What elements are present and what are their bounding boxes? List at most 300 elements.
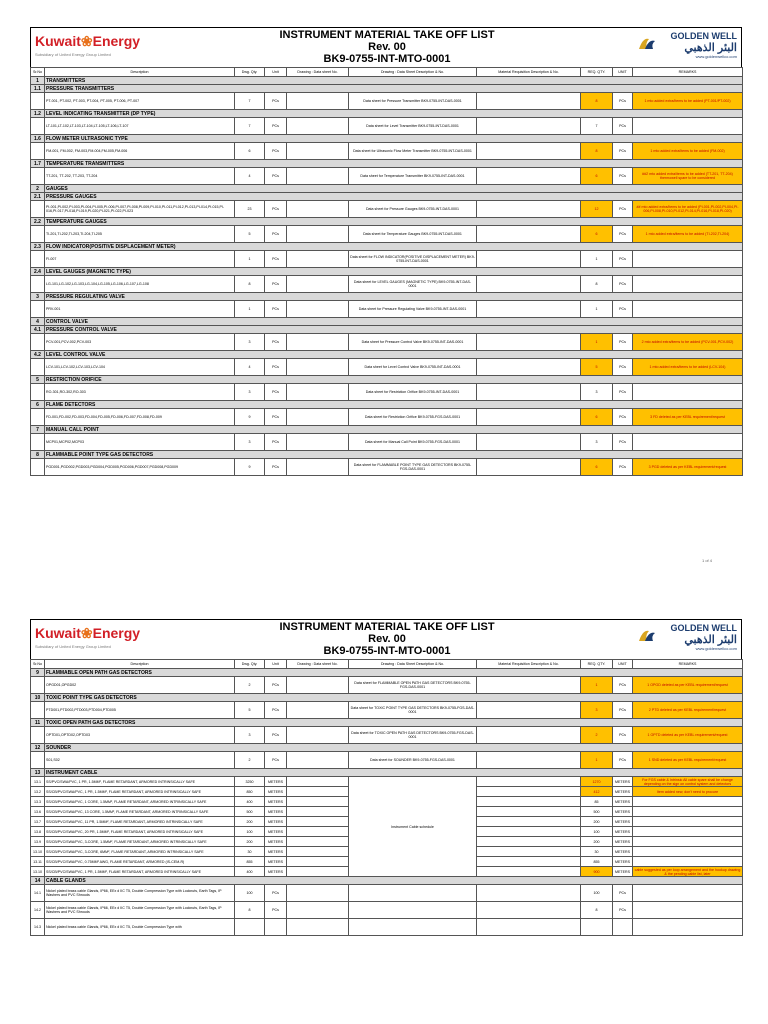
req-unit: PCs [613,885,633,902]
unit: PCs [265,251,287,268]
req-unit: PCs [613,902,633,919]
remarks [633,251,743,268]
remarks: ## mto added extra/items to be added (PI-001,PI-002,PI-004,PI-006,PI-008,PI-010,PI-012,PI-014,PI-016,PI-018,PI-020) [633,201,743,218]
remarks [633,384,743,401]
material-requisition [477,434,581,451]
section-row [31,769,743,777]
unit: PCs [265,434,287,451]
section-title: FLOW INDICATOR(POSITIVE DISPLACEMENT METER) [45,243,743,251]
table-row [31,677,743,694]
row-number: 9 [31,669,45,677]
remarks [633,301,743,318]
remarks [633,276,743,293]
unit: PCs [265,201,287,218]
drawing-qty: 500 [235,807,265,817]
drawing-qty: 3 [235,384,265,401]
req-qty: 200 [581,837,613,847]
material-requisition [477,777,581,787]
row-number [31,359,45,376]
table-row [31,226,743,243]
req-unit: PCs [613,727,633,744]
unit: PCs [265,702,287,719]
remarks [633,837,743,847]
remarks [633,118,743,135]
item-description: OPGD01,OPGD02 [45,677,235,694]
row-number: 12 [31,744,45,752]
datasheet-description: Data sheet for LEVEL GAUGES (MAGNETIC TYPE) BK9-0755-INT-DAS-0001 [349,276,477,293]
drawing-qty: 100 [235,827,265,837]
page-2 [30,619,742,936]
row-number: 13.1 [31,777,45,787]
datasheet-no [287,867,349,877]
section-title: LEVEL INDICATING TRANSMITTER (DP TYPE) [45,110,743,118]
mto-table [30,659,743,936]
drawing-qty: 1 [235,301,265,318]
section-title: LEVEL CONTROL VALVE [45,351,743,359]
req-qty: 2 [581,727,613,744]
datasheet-no [287,777,349,787]
page-number: 1 of 4 [702,558,713,563]
unit: METERS [265,807,287,817]
column-header: Dwg. Qty. [235,68,265,77]
table-row [31,334,743,351]
section-row [31,77,743,85]
row-number: 5 [31,376,45,384]
datasheet-description: Data sheet for Pressure Gauges BK9-0755-INT-DAS-0001 [349,201,477,218]
req-qty: 8 [581,143,613,160]
datasheet-no [287,827,349,837]
req-qty: 100 [581,827,613,837]
golden-well-logo: GOLDEN WELL البئر الذهبي www.goldenwellco.com [637,623,737,651]
datasheet-no [287,837,349,847]
datasheet-no [287,334,349,351]
unit: PCs [265,118,287,135]
section-title: TRANSMITTERS [45,77,743,85]
subsection-row [31,326,743,334]
table-row [31,919,743,936]
drawing-qty: 8 [235,902,265,919]
row-number: 10 [31,694,45,702]
datasheet-description: Data sheet for Pressure Control Valve BK9-0755-INT-DAS-0001 [349,334,477,351]
datasheet-description: Data sheet for Pressure Regulating Valve BK9-0755-INT-DAS-0001 [349,301,477,318]
item-description: PRV-001 [45,301,235,318]
column-header: Drawing : Data Sheet Description & No. [349,660,477,669]
datasheet-no [287,919,349,936]
req-unit: PCs [613,384,633,401]
column-header: UNIT [613,68,633,77]
section-row [31,426,743,434]
row-number: 14.3 [31,919,45,936]
section-row [31,293,743,301]
table-row [31,409,743,426]
item-description: SS/CB/PVC/SWA/PVC, 11 PR, 1.5MM², FLAME RETARDANT, ARMORED INTRINSICALLY SAFE [45,817,235,827]
unit: PCs [265,677,287,694]
section-title: TEMPERATURE TRANSMITTERS [45,160,743,168]
unit: PCs [265,384,287,401]
remarks: 1 OPGD deleted as per KEBL requirement/request [633,677,743,694]
datasheet-no [287,251,349,268]
page-header [30,619,742,659]
req-unit: PCs [613,143,633,160]
unit: PCs [265,459,287,476]
section-title: INSTRUMENT CABLE [45,769,743,777]
remarks [633,797,743,807]
item-description: TT-201, TT-202, TT-203, TT-204 [45,168,235,185]
column-header: REMARKS [633,660,743,669]
remarks: cable suggested as per loop arrangement and the hookup drawing & the pending cable list, later [633,867,743,877]
drawing-qty: 3250 [235,777,265,787]
unit: PCs [265,93,287,110]
req-unit: PCs [613,301,633,318]
row-number [31,384,45,401]
table-row [31,885,743,902]
unit: METERS [265,837,287,847]
req-qty: 900 [581,867,613,877]
section-title: TOXIC POINT TYPE GAS DETECTORS [45,694,743,702]
material-requisition [477,867,581,877]
remarks: 1 mto added extra/items to be added (FM-002) [633,143,743,160]
datasheet-no [287,752,349,769]
page-1 [30,27,742,476]
item-description: PT-001, PT-002, PT-003, PT-004, PT-005, PT-006, PT-007 [45,93,235,110]
req-qty: 1270 [581,777,613,787]
row-number: 13.3 [31,797,45,807]
golden-well-logo: GOLDEN WELL البئر الذهبي www.goldenwellco.com [637,31,737,59]
datasheet-no [287,787,349,797]
req-qty: 8 [581,902,613,919]
section-row [31,451,743,459]
row-number: 8 [31,451,45,459]
row-number: 1.2 [31,110,45,118]
item-description: SS/CB/PVC/SWA/PVC, 13 CORE, 1.5MM², FLAME RETARDANT, ARMORED INTRINSICALLY SAFE [45,807,235,817]
req-unit: PCs [613,251,633,268]
mto-table [30,67,743,476]
req-qty: 5 [581,359,613,376]
section-title: CABLE GLANDS [45,877,743,885]
row-number: 1 [31,77,45,85]
row-number [31,677,45,694]
drawing-qty: 100 [235,885,265,902]
drawing-qty: 30 [235,847,265,857]
row-number: 2.2 [31,218,45,226]
row-number: 13.10 [31,847,45,857]
item-description: MCP01,MCP02,MCP03 [45,434,235,451]
subsection-row [31,218,743,226]
row-number: 7 [31,426,45,434]
row-number [31,118,45,135]
req-unit: METERS [613,867,633,877]
drawing-qty: 9 [235,409,265,426]
unit: PCs [265,226,287,243]
row-number: 2.1 [31,193,45,201]
unit: PCs [265,359,287,376]
column-header: Material Requisition Description & No. [477,660,581,669]
row-number [31,702,45,719]
drawing-qty: 4 [235,359,265,376]
item-description: LG-101,LG-102,LG-103,LG-104,LG-105,LG-106,LG-107,LG-108 [45,276,235,293]
section-title: RESTRICTION ORIFICE [45,376,743,384]
item-description: RO-301,RO-302,RO-303 [45,384,235,401]
table-row [31,276,743,293]
unit: PCs [265,301,287,318]
remarks: 1 mto added extra/items to be added (PT-001/PT-002) [633,93,743,110]
unit: METERS [265,817,287,827]
section-title: GAUGES [45,185,743,193]
req-unit: PCs [613,276,633,293]
remarks [633,817,743,827]
unit: PCs [265,727,287,744]
row-number [31,727,45,744]
req-qty: 6 [581,459,613,476]
datasheet-no [287,902,349,919]
subsection-row [31,268,743,276]
column-header: Sr.No [31,68,45,77]
req-qty: 100 [581,885,613,902]
row-number [31,168,45,185]
material-requisition [477,143,581,160]
material-requisition [477,226,581,243]
req-qty: 8 [581,93,613,110]
material-requisition [477,817,581,827]
drawing-qty: 7 [235,118,265,135]
column-header: Drawing : Data sheet No. [287,660,349,669]
material-requisition [477,902,581,919]
table-row [31,168,743,185]
section-title: FLAME DETECTORS [45,401,743,409]
row-number: 14 [31,877,45,885]
datasheet-no [287,847,349,857]
row-number: 1.6 [31,135,45,143]
req-unit: PCs [613,677,633,694]
req-unit: METERS [613,787,633,797]
req-unit: METERS [613,777,633,787]
unit: METERS [265,857,287,867]
drawing-qty: 4 [235,168,265,185]
unit: METERS [265,867,287,877]
golden-well-emblem-icon [637,627,657,643]
material-requisition [477,201,581,218]
column-header: Material Requisition Description & No. [477,68,581,77]
datasheet-description: Data sheet for Manual Call Point BK9-0755-FGS-DAS-0001 [349,434,477,451]
req-unit: METERS [613,797,633,807]
unit: PCs [265,168,287,185]
req-unit: METERS [613,817,633,827]
remarks: 3 FD deleted as per KEBL requirement/request [633,409,743,426]
item-description: SS/CB/PVC/SWA/PVC, 1 CORE, 1.5MM², FLAME RETARDANT, ARMORED INTRINSICALLY SAFE [45,797,235,807]
req-unit: METERS [613,807,633,817]
material-requisition [477,827,581,837]
drawing-qty: 7 [235,93,265,110]
drawing-qty: 2 [235,752,265,769]
document-title: INSTRUMENT MATERIAL TAKE OFF LIST Rev. 00 BK9-0755-INT-MTO-0001 [279,621,495,657]
drawing-qty: 5 [235,702,265,719]
row-number [31,251,45,268]
req-qty: 1 [581,301,613,318]
row-number [31,409,45,426]
req-qty: 1 [581,334,613,351]
req-qty: 3 [581,384,613,401]
req-unit: PCs [613,459,633,476]
kuwait-energy-logo: Kuwait❀Energy Subsidiary of United Energy Group Limited [35,625,141,649]
row-number [31,459,45,476]
req-unit: PCs [613,168,633,185]
datasheet-description: Data sheet for TOXIC POINT TYPE GAS DETECTORS BK9-0755-FGS-DAS-0001 [349,702,477,719]
item-description: Nickel plated brass cable Glands, IP66, EEx d IIC T5, Double Compression Type with Locknuts, Earth Tags, IP Washers and PVC Shrouds [45,902,235,919]
section-row [31,318,743,326]
remarks: 1 mto added extra/items to be added (TI-202,TI-204) [633,226,743,243]
column-header: Drawing : Data Sheet Description & No. [349,68,477,77]
row-number: 6 [31,401,45,409]
section-title: SOUNDER [45,744,743,752]
remarks [633,827,743,837]
req-qty: 30 [581,847,613,857]
table-row [31,459,743,476]
row-number [31,201,45,218]
req-qty: 6 [581,226,613,243]
row-number: 2.4 [31,268,45,276]
material-requisition [477,885,581,902]
item-description: S01,S02 [45,752,235,769]
req-unit: PCs [613,359,633,376]
section-row [31,401,743,409]
datasheet-description: Data sheet for Level Control Valve BK9-0755-INT-DAS-0001 [349,359,477,376]
row-number [31,276,45,293]
unit: METERS [265,827,287,837]
material-requisition [477,251,581,268]
item-description: SS/PVC/SWA/PVC, 1 PR, 1.5MM², FLAME RETARDANT, ARMORED INTRINSICALLY SAFE [45,777,235,787]
material-requisition [477,787,581,797]
unit: PCs [265,752,287,769]
unit: METERS [265,777,287,787]
material-requisition [477,384,581,401]
req-qty: 3 [581,702,613,719]
row-number: 13.9 [31,837,45,847]
section-title: PRESSURE TRANSMITTERS [45,85,743,93]
material-requisition [477,168,581,185]
req-unit: PCs [613,226,633,243]
section-title: MANUAL CALL POINT [45,426,743,434]
datasheet-no [287,301,349,318]
remarks: 2 mto added extra/items to be added (PCV-001,PCV-002) [633,334,743,351]
table-row [31,702,743,719]
unit: PCs [265,334,287,351]
section-title: TOXIC OPEN PATH GAS DETECTORS [45,719,743,727]
req-unit: PCs [613,702,633,719]
remarks: 3 PGD deleted as per KEBL requirement/request [633,459,743,476]
material-requisition [477,807,581,817]
datasheet-description: Data sheet for Restriction Orifice BK9-0755-FGS-DAS-0001 [349,409,477,426]
drawing-qty: 200 [235,817,265,827]
datasheet-no [287,885,349,902]
row-number: 4.1 [31,326,45,334]
table-row [31,434,743,451]
req-unit: PCs [613,118,633,135]
material-requisition [477,409,581,426]
datasheet-description [349,902,477,919]
section-title: TEMPERATURE GAUGES [45,218,743,226]
row-number: 4 [31,318,45,326]
row-number [31,93,45,110]
datasheet-description: Data sheet for Temperature Gauges BK9-0755-INT-DAS-0001 [349,226,477,243]
item-description: FD-001,FD-002,FD-003,FD-004,FD-005,FD-006,FD-007,FD-008,FD-009 [45,409,235,426]
row-number: 13.2 [31,787,45,797]
page-header [30,27,742,67]
table-header-row [31,660,743,669]
table-row [31,118,743,135]
drawing-qty: 3 [235,727,265,744]
row-number: 1.1 [31,85,45,93]
section-title: CONTROL VALVE [45,318,743,326]
drawing-qty: 6 [235,143,265,160]
cable-schedule-reference: Instrument Cable schedule [349,777,477,877]
row-number: 13.8 [31,827,45,837]
datasheet-description: Data sheet for Level Transmitter BK9-0755-INT-DAS-0001 [349,118,477,135]
req-unit: PCs [613,434,633,451]
row-number [31,143,45,160]
section-title: FLAMMABLE OPEN PATH GAS DETECTORS [45,669,743,677]
datasheet-description [349,885,477,902]
column-header: REQ. QTY. [581,68,613,77]
section-row [31,719,743,727]
subsection-row [31,160,743,168]
material-requisition [477,727,581,744]
table-row [31,201,743,218]
drawing-qty: 200 [235,837,265,847]
row-number: 2.3 [31,243,45,251]
datasheet-no [287,118,349,135]
item-description: Nickel plated brass cable Glands, IP66, EEx d IIC T5, Double Compression Type with Locknuts, Earth Tags, IP Washers and PVC Shrouds [45,885,235,902]
table-row [31,93,743,110]
datasheet-no [287,276,349,293]
datasheet-no [287,409,349,426]
drawing-qty: 850 [235,787,265,797]
datasheet-description: Data sheet for Temperature Transmitter BK9-0755-INT-DAS-0001 [349,168,477,185]
remarks [633,902,743,919]
material-requisition [477,677,581,694]
req-qty: 7 [581,118,613,135]
drawing-qty: 9 [235,459,265,476]
material-requisition [477,702,581,719]
req-unit: METERS [613,827,633,837]
req-qty: 8 [581,276,613,293]
req-qty: 85 [581,797,613,807]
datasheet-no [287,459,349,476]
datasheet-no [287,168,349,185]
datasheet-no [287,727,349,744]
item-description: OPTD01,OPTD02,OPTD03 [45,727,235,744]
section-row [31,669,743,677]
datasheet-no [287,702,349,719]
req-unit: PCs [613,752,633,769]
column-header: Unit [265,68,287,77]
material-requisition [477,752,581,769]
column-header: Unit [265,660,287,669]
remarks [633,919,743,936]
row-number: 2 [31,185,45,193]
item-description: PTD001,PTD002,PTD003,PTD004,PTD005 [45,702,235,719]
datasheet-description: Data sheet for SOUNDER BK9-0755-FGS-DAS-0001 [349,752,477,769]
material-requisition [477,919,581,936]
drawing-qty: 2 [235,677,265,694]
req-qty: 6 [581,168,613,185]
material-requisition [477,359,581,376]
row-number: 13.10 [31,867,45,877]
unit: PCs [265,409,287,426]
req-unit: METERS [613,857,633,867]
item-description: SS/CB/PVC/SWA/PVC, 1 PR, 1.5MM², FLAME RETARDANT, ARMORED INTRINSICALLY SAFE [45,867,235,877]
item-description: SS/CB/PVC/SWA/PVC, 1 PR, 1.5MM², FLAME RETARDANT, ARMORED INTRINSICALLY SAFE [45,787,235,797]
drawing-qty [235,919,265,936]
